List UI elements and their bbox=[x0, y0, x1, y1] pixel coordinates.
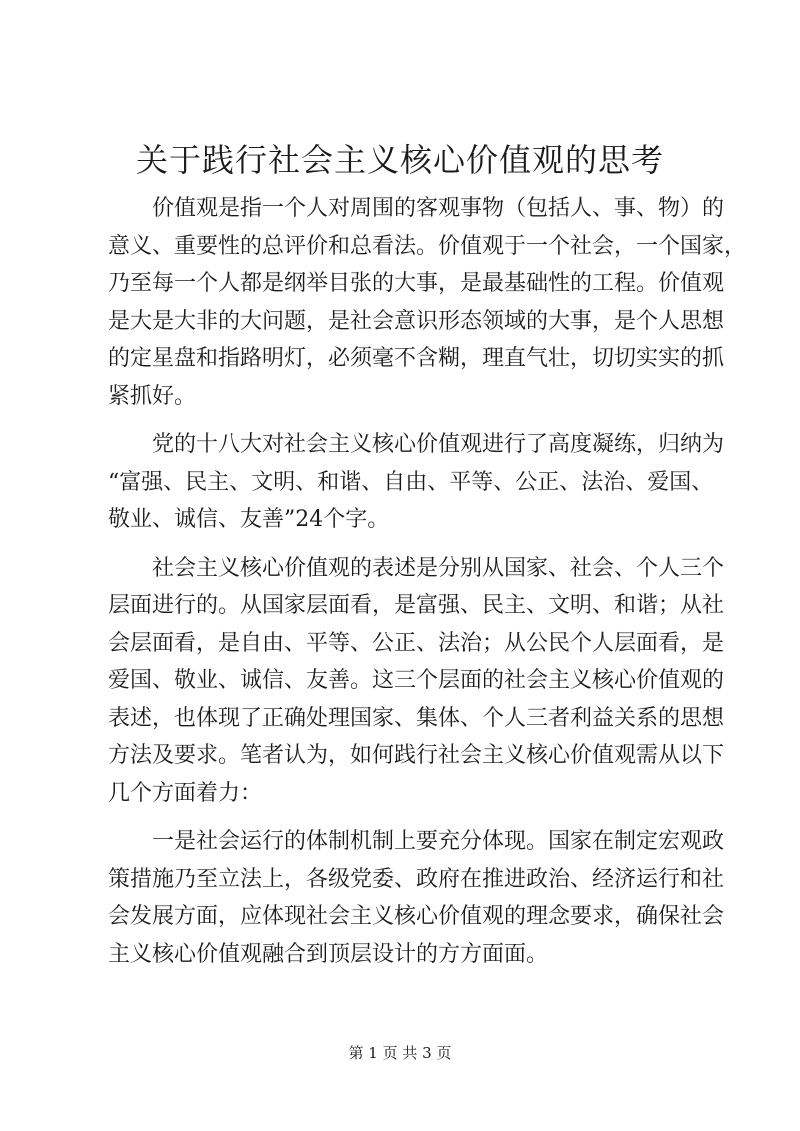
paragraph-3 bbox=[108, 550, 725, 813]
paragraph-1 bbox=[108, 190, 747, 415]
page-footer: 第 1 页 共 3 页 bbox=[348, 1044, 452, 1062]
paragraph-gap bbox=[108, 812, 694, 823]
paragraph-line: 会发展方面，应体现社会主义核心价值观的理念要求，确保社会 bbox=[108, 904, 725, 929]
paragraph-line: 表述，也体现了正确处理国家、集体、个人三者利益关系的思想 bbox=[108, 705, 725, 731]
paragraph-line: 的定星盘和指路明灯，必须毫不含糊，理直气壮，切切实实的抓 bbox=[108, 346, 725, 371]
paragraph-line: 一是社会运行的体制机制上要充分体现。国家在制定宏观政 bbox=[152, 829, 725, 854]
paragraph-line: 方法及要求。笔者认为，如何践行社会主义核心价值观需从以下 bbox=[108, 743, 725, 768]
paragraph-line: 敬业、诚信、友善”24个字。 bbox=[108, 507, 390, 532]
paragraph-gap bbox=[108, 415, 694, 426]
document-title: 关于践行社会主义核心价值观的思考 bbox=[135, 141, 664, 179]
paragraph-2 bbox=[108, 426, 725, 539]
paragraph-line: 社会主义核心价值观的表述是分别从国家、社会、个人三个 bbox=[152, 555, 725, 581]
paragraph-line: 乃至每一个人都是纲举目张的大事，是最基础性的工程。价值观 bbox=[108, 271, 725, 296]
paragraph-line: 紧抓好。 bbox=[108, 383, 197, 409]
paragraph-line: 价值观是指一个人对周围的客观事物（包括人、事、物）的 bbox=[152, 196, 725, 221]
paragraph-line: 层面进行的。从国家层面看，是富强、民主、文明、和谐；从社 bbox=[108, 593, 725, 618]
paragraph-gap bbox=[108, 539, 694, 550]
paragraph-line: 意义、重要性的总评价和总看法。价值观于一个社会，一个国家， bbox=[108, 233, 747, 259]
paragraph-line: 爱国、敬业、诚信、友善。这三个层面的社会主义核心价值观的 bbox=[108, 668, 725, 693]
paragraph-line: 是大是大非的大问题，是社会意识形态领域的大事，是个人思想 bbox=[108, 308, 725, 334]
paragraph-line: “富强、民主、文明、和谐、自由、平等、公正、法治、爱国、 bbox=[108, 469, 714, 495]
document-body bbox=[108, 190, 747, 973]
paragraph-4 bbox=[108, 823, 725, 973]
paragraph-line: 主义核心价值观融合到顶层设计的方方面面。 bbox=[108, 941, 549, 967]
paragraph-line: 几个方面着力： bbox=[108, 780, 263, 806]
paragraph-line: 会层面看，是自由、平等、公正、法治；从公民个人层面看，是 bbox=[108, 630, 725, 656]
paragraph-line: 策措施乃至立法上，各级党委、政府在推进政治、经济运行和社 bbox=[108, 866, 725, 892]
paragraph-line: 党的十八大对社会主义核心价值观进行了高度凝练，归纳为 bbox=[152, 432, 725, 457]
